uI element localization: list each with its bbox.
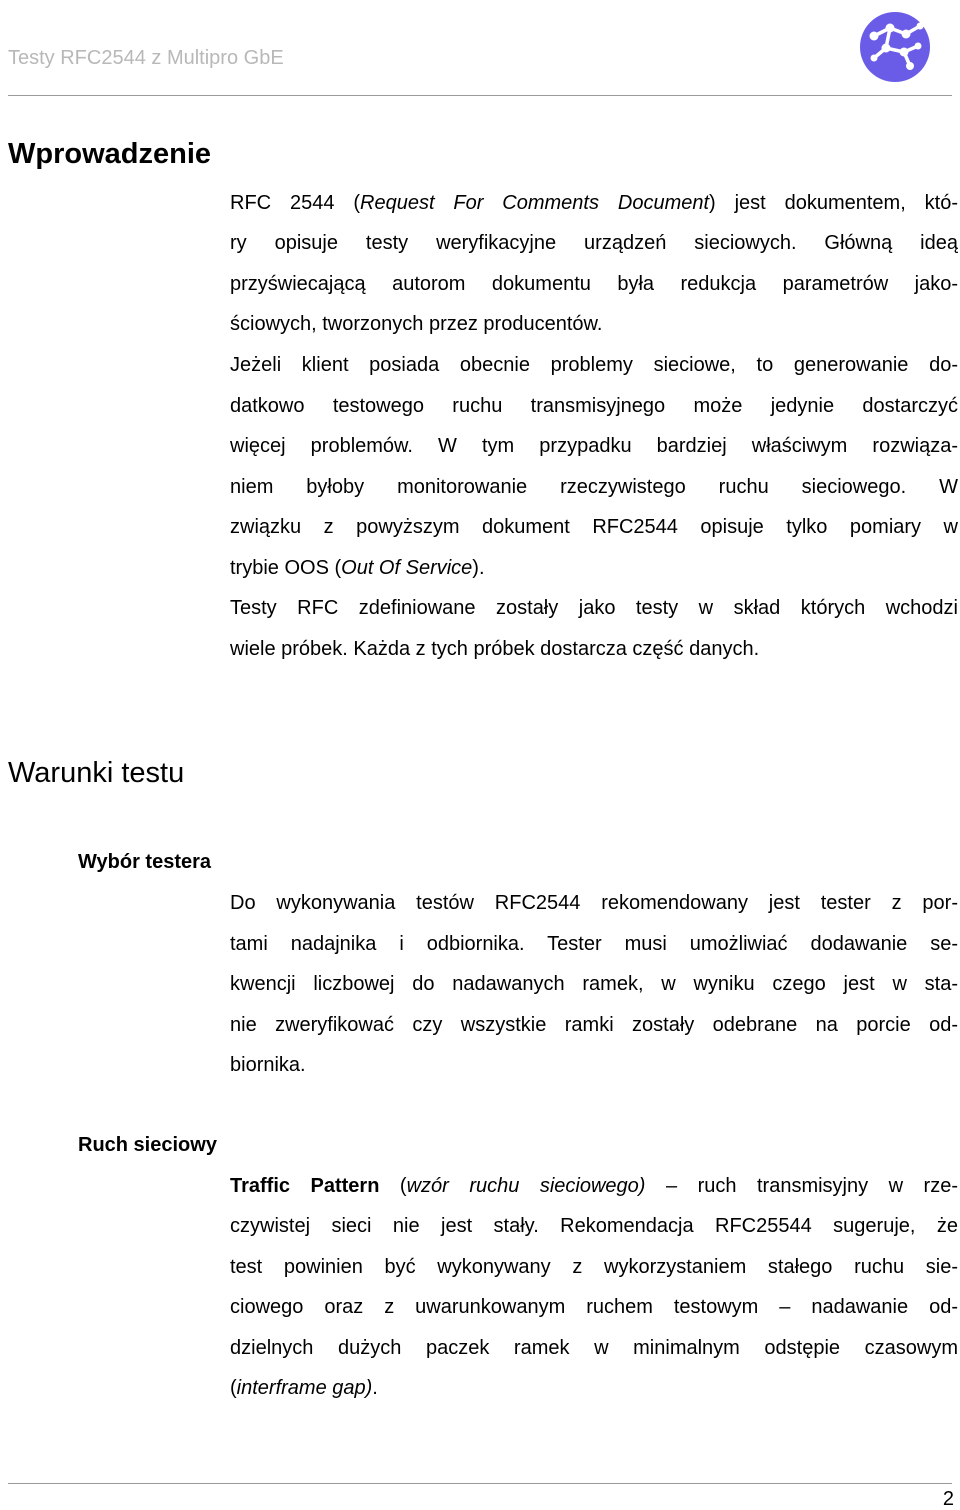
footer-divider (8, 1483, 952, 1484)
paragraph-line: RFC 2544 (Request For Comments Document) jest dokumentem, któ- (230, 192, 958, 214)
paragraph-line: biornika. (230, 1054, 306, 1076)
paragraph-line: związku z powyższym dokument RFC2544 opisuje tylko pomiary w (230, 516, 958, 538)
paragraph-line: Traffic Pattern (wzór ruchu sieciowego) – ruch transmisyjny w rze- (230, 1175, 959, 1197)
header-divider (8, 95, 952, 96)
paragraph-line: Testy RFC zdefiniowane zostały jako testy w skład których wchodzi (230, 597, 958, 619)
document-header-title: Testy RFC2544 z Multipro GbE (8, 47, 284, 69)
paragraph-line: Do wykonywania testów RFC2544 rekomendowany jest tester z por- (230, 892, 958, 914)
paragraph-line: trybie OOS (Out Of Service). (230, 557, 485, 579)
subsection-heading-network-traffic: Ruch sieciowy (78, 1134, 217, 1156)
paragraph-line: kwencji liczbowej do nadawanych ramek, w wyniku czego jest w sta- (230, 973, 958, 995)
page-number: 2 (942, 1488, 954, 1510)
section-heading-introduction: Wprowadzenie (8, 138, 212, 170)
network-nodes-icon (860, 12, 930, 82)
paragraph-line: czywistej sieci nie jest stały. Rekomendacja RFC25544 sugeruje, że (230, 1215, 958, 1237)
paragraph-line: test powinien być wykonywany z wykorzystaniem stałego ruchu sie- (230, 1256, 958, 1278)
paragraph-line: dzielnych dużych paczek ramek w minimalnym odstępie czasowym (230, 1337, 958, 1359)
section-heading-test-conditions: Warunki testu (8, 757, 185, 789)
paragraph-line: (interframe gap). (230, 1377, 378, 1399)
paragraph-line: ciowego oraz z uwarunkowanym ruchem testowym – nadawanie od- (230, 1296, 958, 1318)
paragraph-line: ściowych, tworzonych przez producentów. (230, 313, 603, 335)
subsection-heading-tester-selection: Wybór testera (78, 851, 212, 873)
paragraph-line: niem byłoby monitorowanie rzeczywistego ruchu sieciowego. W (230, 476, 958, 498)
paragraph-line: tami nadajnika i odbiornika. Tester musi umożliwiać dodawanie se- (230, 933, 958, 955)
paragraph-line: datkowo testowego ruchu transmisyjnego może jedynie dostarczyć (230, 395, 958, 417)
paragraph-line: przyświecającą autorom dokumentu była redukcja parametrów jako- (230, 273, 958, 295)
paragraph-line: ry opisuje testy weryfikacyjne urządzeń sieciowych. Główną ideą (230, 232, 958, 254)
paragraph-line: nie zweryfikować czy wszystkie ramki zostały odebrane na porcie od- (230, 1014, 958, 1036)
paragraph-line: więcej problemów. W tym przypadku bardziej właściwym rozwiąza- (230, 435, 958, 457)
paragraph-line: wiele próbek. Każda z tych próbek dostarcza część danych. (230, 638, 760, 660)
paragraph-line: Jeżeli klient posiada obecnie problemy sieciowe, to generowanie do- (230, 354, 958, 376)
